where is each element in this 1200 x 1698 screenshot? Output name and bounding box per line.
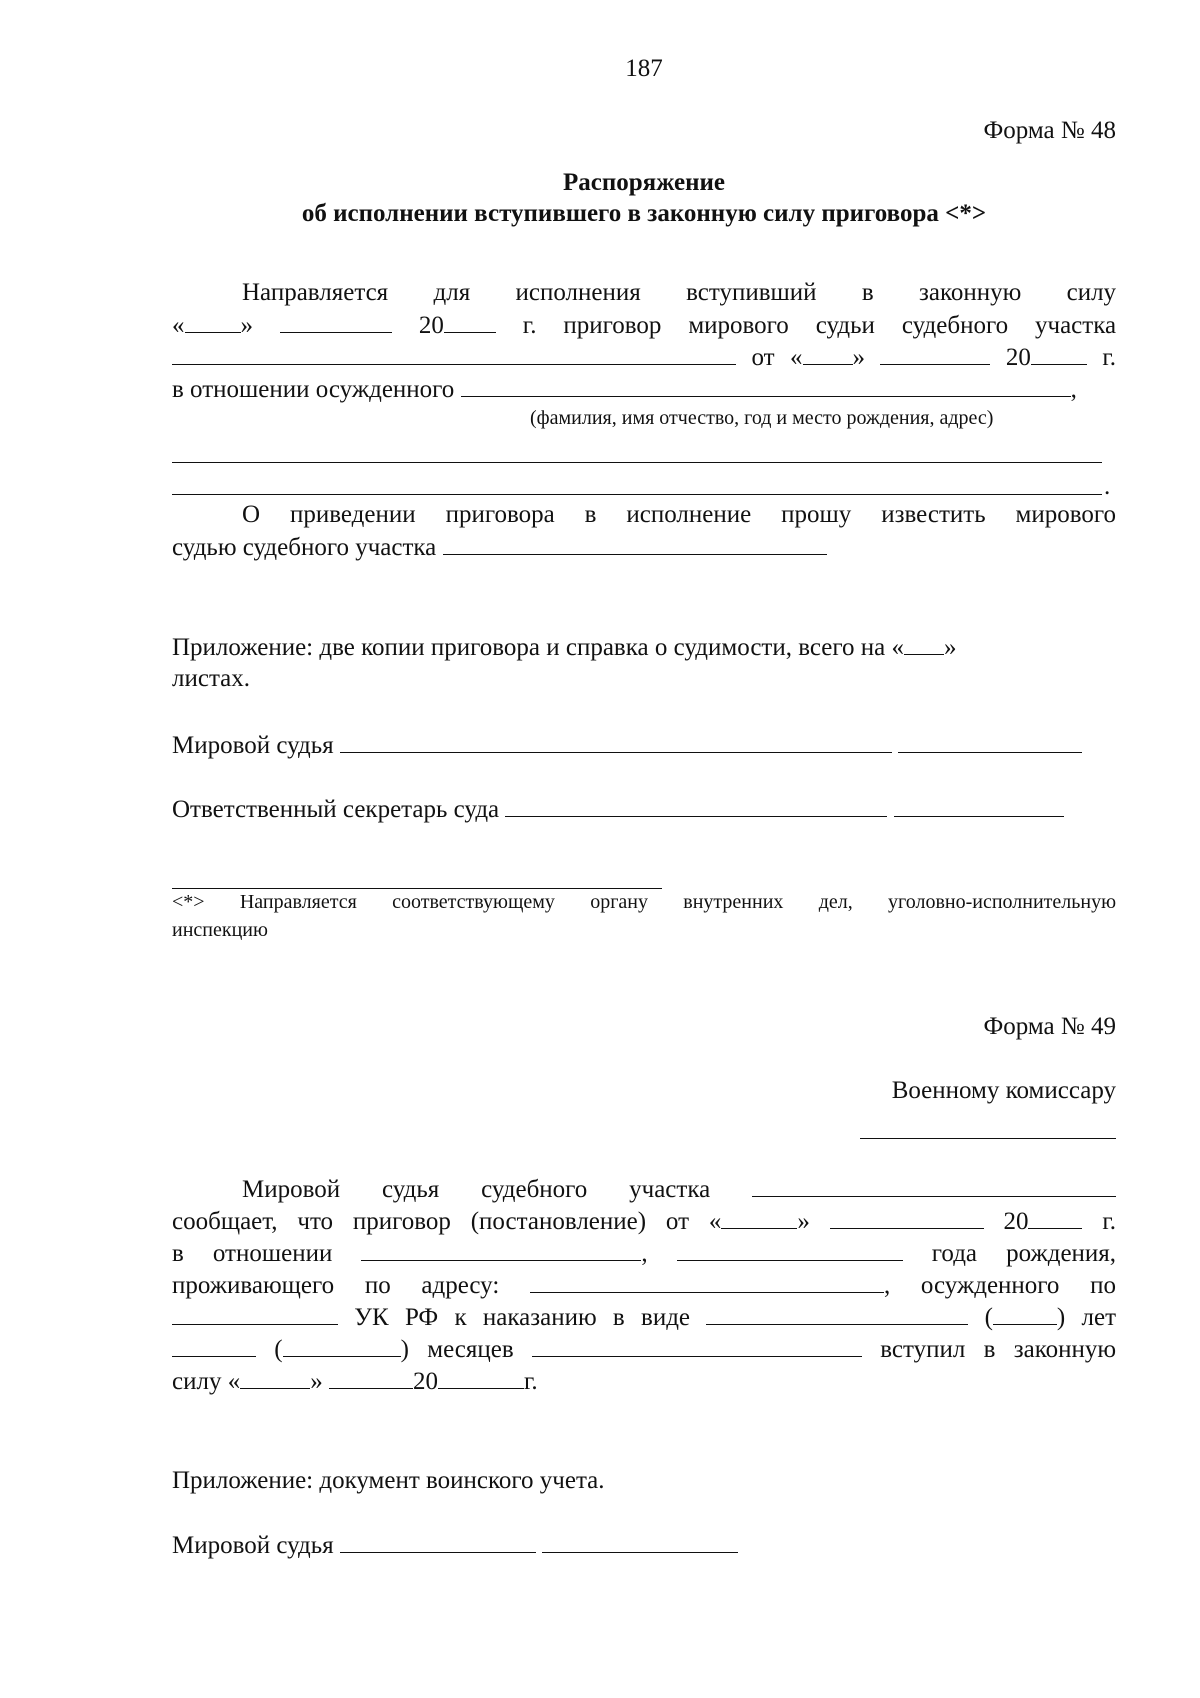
day-blank[interactable]: [721, 1206, 797, 1229]
day-blank-2[interactable]: [803, 342, 853, 365]
year-blank-2[interactable]: [438, 1366, 524, 1389]
person-name-blank[interactable]: [361, 1238, 641, 1261]
sheets-blank[interactable]: [904, 632, 944, 655]
form-48-p1-line2: « » 20 г. приговор мирового судьи судебного участка: [172, 312, 1117, 339]
form-48-p2-line2: судью судебного участка: [172, 532, 1116, 563]
form-48-p2-line1: О приведении приговора в исполнение прошу известить мирового: [242, 501, 1117, 528]
form-48-p1-line4: в отношении осужденного ,: [172, 376, 1077, 403]
judge-signature-blank[interactable]: [542, 1530, 738, 1553]
month-blank-2[interactable]: [329, 1366, 413, 1389]
court-section-blank[interactable]: [752, 1174, 1116, 1197]
footnote-separator: [172, 888, 662, 889]
secretary-name-blank[interactable]: [505, 794, 887, 817]
form-49-judge-line: Мировой судья: [172, 1530, 1116, 1561]
article-blank[interactable]: [172, 1302, 338, 1325]
page-number: 187: [625, 55, 663, 82]
form-49-line3: в отношении , года рождения,: [172, 1240, 1117, 1267]
year-blank[interactable]: [444, 310, 496, 333]
secretary-signature-blank[interactable]: [894, 794, 1064, 817]
convict-caption: (фамилия, имя отчество, год и место рождения, адрес): [530, 407, 994, 429]
day-blank[interactable]: [185, 310, 241, 333]
form-49-line5: УК РФ к наказанию в виде ( ) лет: [172, 1302, 1116, 1333]
form-49-addressee: Военному комиссару: [891, 1077, 1116, 1104]
form-48-attachment: Приложение: две копии приговора и справка о судимости, всего на « »: [172, 634, 957, 661]
footnote-line2: инспекцию: [172, 919, 268, 941]
form-49-line1: Мировой судья судебного участка: [172, 1174, 1116, 1205]
month-blank-2[interactable]: [880, 342, 990, 365]
court-section-blank[interactable]: [443, 532, 827, 555]
judge-name-blank[interactable]: [340, 1530, 536, 1553]
form-49-line7: силу « » 20 г.: [172, 1368, 538, 1395]
form-49-attachment: Приложение: документ воинского учета.: [172, 1467, 605, 1494]
month-blank[interactable]: [280, 310, 392, 333]
period: .: [1104, 473, 1111, 500]
year-blank[interactable]: [1028, 1206, 1082, 1229]
address-blank[interactable]: [530, 1270, 884, 1293]
form-49-line6: ( ) месяцев вступил в законную: [172, 1334, 1116, 1365]
convict-blank[interactable]: [461, 374, 1071, 397]
court-blank[interactable]: [172, 342, 736, 365]
form-48-secretary-line: Ответственный секретарь суда: [172, 794, 1116, 825]
form-49-label: Форма № 49: [983, 1013, 1116, 1040]
form-48-p1-line3: от « » 20 г.: [172, 342, 1116, 373]
form-48-title: Распоряжение: [563, 169, 725, 196]
form-48-subtitle: об исполнении вступившего в законную силу приговора <*>: [301, 200, 987, 227]
footnote-line1: <*> Направляется соответствующему органу внутренних дел, уголовно-исполнительную: [172, 891, 1117, 913]
months-words-blank[interactable]: [283, 1334, 401, 1357]
judge-name-blank[interactable]: [340, 730, 892, 753]
year-blank-2[interactable]: [1031, 342, 1087, 365]
punishment-blank[interactable]: [706, 1302, 968, 1325]
commissar-blank[interactable]: [860, 1138, 1116, 1139]
form-48-attachment-line2: листах.: [172, 665, 251, 692]
months-blank[interactable]: [172, 1334, 256, 1357]
month-blank[interactable]: [830, 1206, 984, 1229]
blank-line[interactable]: [172, 462, 1102, 463]
term-blank[interactable]: [532, 1334, 862, 1357]
form-49-line4: проживающего по адресу: , осужденного по: [172, 1272, 1116, 1299]
years-words-blank[interactable]: [993, 1302, 1057, 1325]
form-49-line2: сообщает, что приговор (постановление) от « » 20 г.: [172, 1208, 1116, 1235]
birth-year-blank[interactable]: [677, 1238, 903, 1261]
form-48-judge-line: Мировой судья: [172, 730, 1116, 761]
day-blank-2[interactable]: [240, 1366, 310, 1389]
blank-line[interactable]: [172, 494, 1102, 495]
judge-signature-blank[interactable]: [898, 730, 1082, 753]
form-48-p1-line1: Направляется для исполнения вступивший в законную силу: [242, 279, 1117, 306]
form-48-label: Форма № 48: [983, 117, 1116, 144]
